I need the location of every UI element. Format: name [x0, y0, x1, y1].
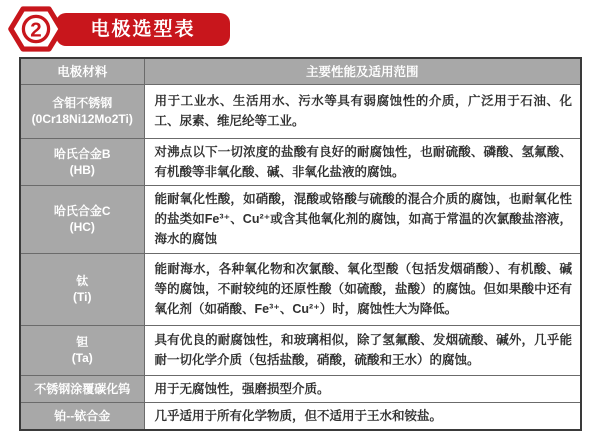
material-code: (Ti) [73, 290, 92, 304]
table-row [20, 84, 581, 138]
material-code: (Ta) [71, 351, 93, 365]
description-cell: 用于无腐蚀性，强磨损型介质。 [144, 375, 581, 402]
material-cell [20, 185, 144, 253]
table-row [20, 325, 581, 375]
material-cell [20, 402, 144, 430]
section-title: 电极选型表 [90, 19, 196, 40]
material-cell [20, 253, 144, 325]
material-cell [20, 375, 144, 402]
material-code: (HB) [69, 162, 95, 177]
material-name: 钛 [76, 274, 89, 288]
table-row [20, 253, 581, 325]
column-header-performance: 主要性能及适用范围 [144, 58, 581, 84]
material-name: 钽 [76, 335, 89, 349]
table-row [20, 138, 581, 185]
material-name: 哈氏合金B [53, 146, 111, 161]
column-header-material: 电极材料 [20, 58, 144, 84]
material-name: 含钼不锈钢 [52, 96, 113, 110]
section-number-badge [8, 4, 64, 54]
description-cell: 能耐海水，各种氧化物和次氯酸、氧化型酸（包括发烟硝酸）、有机酸、碱等的腐蚀，不耐较纯的还原性酸（如硫酸，盐酸）的腐蚀。但如果酸中还有氧化剂（如硝酸、Fe³⁺、Cu²⁺）时，腐蚀性大为降低。 [144, 253, 581, 325]
electrode-selection-table-wrap [19, 57, 582, 431]
material-code: (0Cr18Ni12Mo2Ti) [31, 112, 133, 126]
section-title-banner [56, 13, 230, 46]
material-cell [20, 325, 144, 375]
material-cell [20, 84, 144, 138]
table-row [20, 375, 581, 402]
electrode-selection-table [19, 57, 582, 431]
material-name: 哈氏合金C [53, 204, 111, 218]
material-name: 不锈钢涂覆碳化钨 [34, 381, 131, 396]
description-cell: 几乎适用于所有化学物质，但不适用于王水和铵盐。 [144, 402, 581, 430]
header-row [20, 58, 581, 84]
description-cell: 用于工业水、生活用水、污水等具有弱腐蚀性的介质，广泛用于石油、化工、尿素、维尼纶等工业。 [144, 84, 581, 138]
material-cell [20, 138, 144, 185]
description-cell: 能耐氧化性酸，如硝酸，混酸或铬酸与硫酸的混合介质的腐蚀，也耐氧化性的盐类如Fe³⁺、Cu²⁺或含其他氧化剂的腐蚀，如高于常温的次氯酸盐溶液，海水的腐蚀 [144, 185, 581, 253]
material-name: 铂--铱合金 [54, 408, 111, 423]
table-row [20, 402, 581, 430]
table-row [20, 185, 581, 253]
material-code: (HC) [69, 220, 95, 234]
badge-number: 2 [30, 18, 42, 42]
description-cell: 对沸点以下一切浓度的盐酸有良好的耐腐蚀性，也耐硫酸、磷酸、氢氟酸、有机酸等非氧化酸、碱、非氧化盐液的腐蚀。 [144, 138, 581, 185]
description-cell: 具有优良的耐腐蚀性，和玻璃相似，除了氢氟酸、发烟硫酸、碱外，几乎能耐一切化学介质（包括盐酸，硝酸，硫酸和王水）的腐蚀。 [144, 325, 581, 375]
